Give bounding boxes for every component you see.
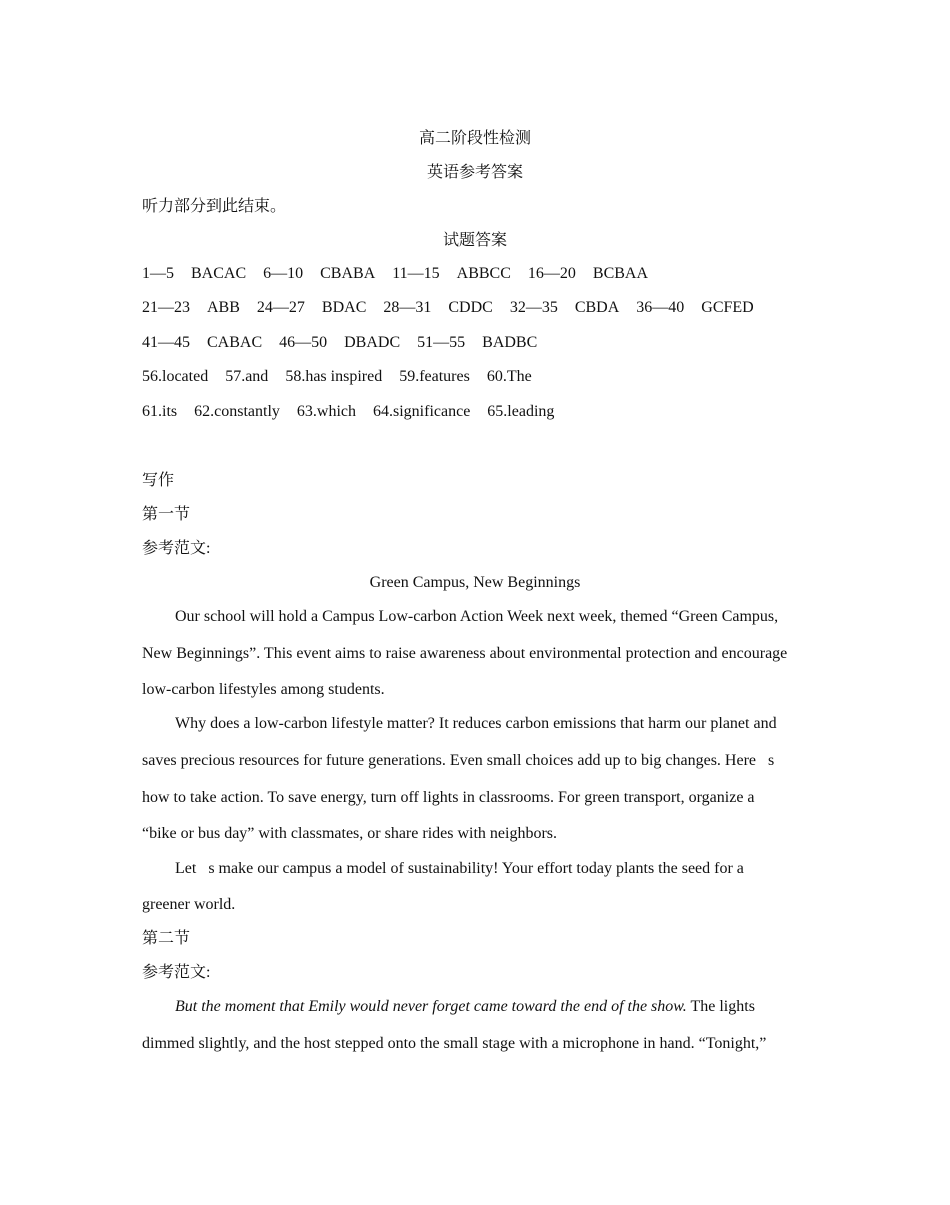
sample-essay-label: 参考范文:: [142, 540, 211, 557]
answer-item: 16—20: [527, 265, 576, 282]
essay-line: Let s make our campus a model of sustainability! Your effort today plants the seed for a: [175, 860, 744, 877]
answer-item: ABB: [207, 299, 240, 316]
answer-item: 64.significance: [373, 403, 471, 420]
document-subtitle: 英语参考答案: [426, 164, 523, 181]
answer-item: 46—50: [279, 334, 328, 351]
essay-line: greener world.: [142, 896, 236, 913]
answer-item: 1—5: [142, 265, 174, 282]
essay-line: low-carbon lifestyles among students.: [142, 681, 385, 698]
answer-row: [142, 335, 537, 351]
answer-item: CBABA: [320, 265, 376, 282]
answer-item: BACAC: [191, 265, 247, 282]
answer-item: 28—31: [383, 299, 432, 316]
document-title: 高二阶段性检测: [418, 130, 531, 147]
answer-item: 63.which: [296, 403, 356, 420]
answer-item: 56.located: [142, 368, 209, 385]
listening-note: 听力部分到此结束。: [142, 198, 287, 215]
essay-line: saves precious resources for future generations. Even small choices add up to big changes. Here s: [142, 752, 775, 769]
answer-item: 6—10: [263, 265, 304, 282]
section-two-label: 第二节: [142, 930, 191, 947]
answer-row: [142, 369, 532, 385]
essay-line: “bike or bus day” with classmates, or share rides with neighbors.: [142, 825, 558, 842]
answer-item: 58.has inspired: [285, 368, 383, 385]
sample-essay-label: 参考范文:: [142, 964, 211, 981]
answer-item: BADBC: [482, 334, 538, 351]
answer-item: 24—27: [256, 299, 305, 316]
answer-row: [142, 404, 554, 420]
continuation-line: dimmed slightly, and the host stepped onto the small stage with a microphone in hand. “Tonight,”: [142, 1035, 767, 1052]
essay-line: Why does a low-carbon lifestyle matter? It reduces carbon emissions that harm our planet and: [175, 715, 777, 732]
continuation-opening-rest: The lights: [686, 998, 755, 1015]
continuation-line: [175, 999, 755, 1015]
answer-item: 60.The: [486, 368, 532, 385]
continuation-opening-italic: But the moment that Emily would never forget came toward the end of the show.: [175, 998, 687, 1015]
answer-item: 51—55: [417, 334, 466, 351]
section-one-label: 第一节: [142, 506, 191, 523]
essay-line: New Beginnings”. This event aims to raise awareness about environmental protection and encourage: [142, 645, 788, 662]
answer-item: 57.and: [225, 368, 269, 385]
answer-item: ABBCC: [456, 265, 511, 282]
answer-item: CBDA: [574, 299, 620, 316]
answer-row: [142, 266, 648, 282]
essay-line: how to take action. To save energy, turn off lights in classrooms. For green transport, organize a: [142, 789, 755, 806]
answer-row: [142, 300, 754, 316]
answer-item: BCBAA: [592, 265, 649, 282]
essay-line: Our school will hold a Campus Low-carbon Action Week next week, themed “Green Campus,: [175, 608, 779, 625]
answer-item: 36—40: [636, 299, 685, 316]
answer-item: 11—15: [392, 265, 440, 282]
writing-heading: 写作: [142, 472, 175, 489]
answer-item: DBADC: [344, 334, 401, 351]
answer-item: GCFED: [701, 299, 754, 316]
answer-item: CDDC: [448, 299, 493, 316]
answers-heading: 试题答案: [442, 232, 507, 249]
answer-item: 59.features: [399, 368, 470, 385]
answer-item: 65.leading: [487, 403, 555, 420]
answer-item: BDAC: [321, 299, 367, 316]
answer-item: CABAC: [207, 334, 263, 351]
answer-item: 61.its: [142, 403, 178, 420]
answer-item: 21—23: [142, 299, 190, 316]
answer-item: 32—35: [509, 299, 558, 316]
answer-item: 41—45: [142, 334, 190, 351]
answer-item: 62.constantly: [194, 403, 280, 420]
essay-title: Green Campus, New Beginnings: [369, 574, 581, 591]
